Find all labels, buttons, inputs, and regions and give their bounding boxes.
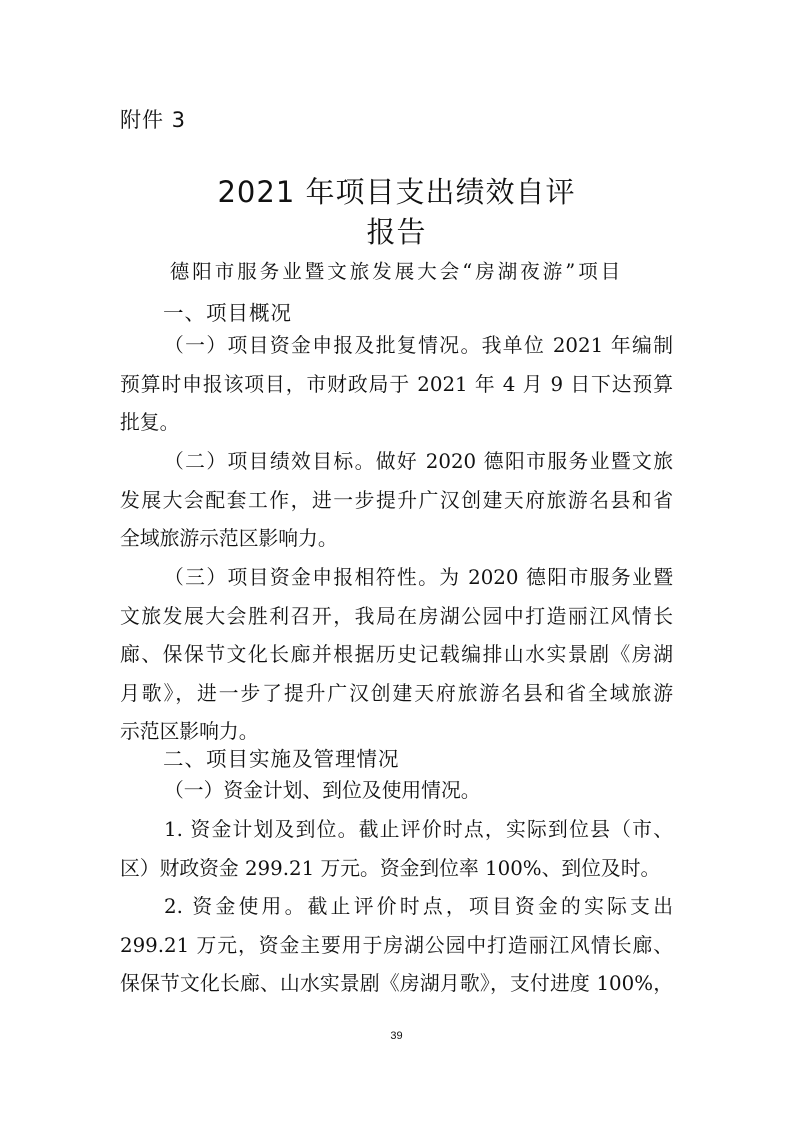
text-line: 全域旅游示范区影响力。	[120, 527, 338, 550]
project-name: 德阳市服务业暨文旅发展大会“房湖夜游”项目	[169, 260, 624, 283]
paragraph-funding-approval	[120, 327, 673, 443]
paragraph-funding-consistency	[120, 559, 673, 752]
report-title-line1: 2021 年项目支出绩效自评	[217, 175, 576, 209]
text-line: （一）资金计划、到位及使用情况。	[164, 779, 481, 802]
text-line: 预算时申报该项目，市财政局于 2021 年 4 月 9 日下达预算	[120, 372, 673, 396]
page-number: 39	[390, 1030, 403, 1042]
text-line: 批复。	[120, 411, 180, 434]
text-line: 廊、保保节文化长廊并根据历史记载编排山水实景剧《房湖	[120, 643, 673, 666]
text-line: （二）项目绩效目标。做好 2020 德阳市服务业暨文旅	[164, 450, 673, 473]
text-line: 示范区影响力。	[120, 720, 259, 743]
attachment-label: 附件 3	[120, 108, 187, 132]
section-heading-overview: 一、项目概况	[163, 301, 292, 325]
text-line: 2. 资金使用。截止评价时点，项目资金的实际支出	[164, 895, 673, 918]
report-title-line2: 报告	[366, 215, 427, 249]
paragraph-performance-goal	[120, 443, 673, 559]
paragraph-fund-plan-heading	[120, 772, 673, 811]
text-line: （三）项目资金申报相符性。为 2020 德阳市服务业暨	[164, 566, 673, 589]
text-line: 保保节文化长廊、山水实景剧《房湖月歌》，支付进度 100%，	[120, 972, 673, 995]
text-line: 1. 资金计划及到位。截止评价时点，实际到位县（市、	[164, 818, 673, 841]
paragraph-fund-arrival	[120, 811, 673, 888]
text-line: （一）项目资金申报及批复情况。我单位 2021 年编制	[164, 334, 673, 357]
section-heading-implementation: 二、项目实施及管理情况	[163, 747, 400, 771]
text-line: 299.21 万元，资金主要用于房湖公园中打造丽江风情长廊、	[120, 933, 673, 957]
text-line: 文旅发展大会胜利召开，我局在房湖公园中打造丽江风情长	[120, 604, 673, 628]
paragraph-fund-usage	[120, 888, 673, 1004]
text-line: 月歌》，进一步了提升广汉创建天府旅游名县和省全域旅游	[120, 681, 673, 705]
text-line: 发展大会配套工作，进一步提升广汉创建天府旅游名县和省	[120, 488, 673, 512]
text-line: 区）财政资金 299.21 万元。资金到位率 100%、到位及时。	[120, 856, 661, 880]
